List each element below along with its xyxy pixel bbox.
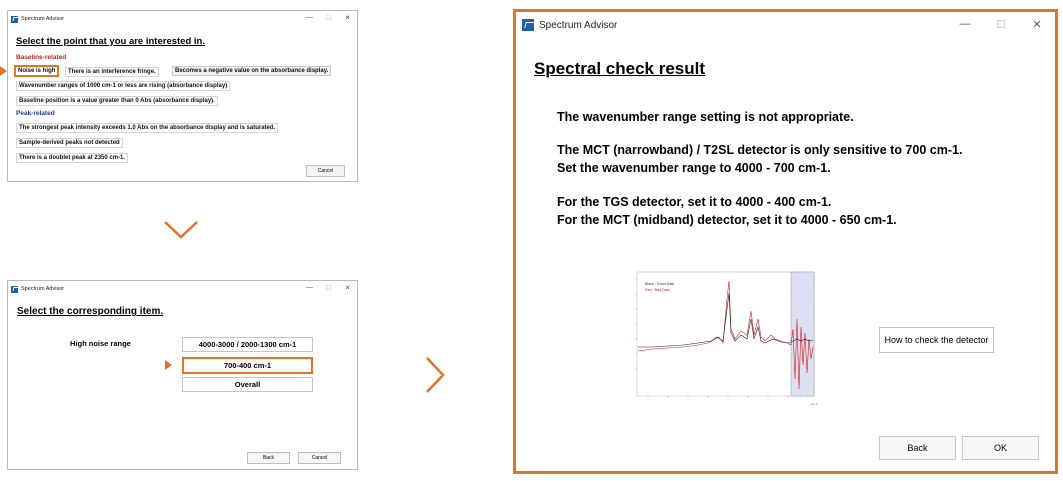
option-overall[interactable]: Overall [182, 377, 313, 392]
option-peak-saturated[interactable]: The strongest peak intensity exceeds 1.0 Abs on the absorbance display and is saturated. [16, 123, 278, 133]
close-button[interactable]: ✕ [344, 285, 351, 292]
flow-down-chevron-icon [163, 220, 199, 240]
baseline-section-label: Baseline-related [16, 54, 67, 61]
option-negative-value[interactable]: Becomes a negative value on the absorbance display. [172, 66, 331, 76]
spectral-check-result-dialog [513, 9, 1058, 474]
result-message: The MCT (narrowband) / T2SL detector is only sensitive to 700 cm-1. [557, 143, 963, 157]
ok-button[interactable]: OK [962, 436, 1039, 460]
dialog-heading: Select the corresponding item. [17, 306, 164, 317]
spectrum-advisor-app-icon [522, 19, 534, 31]
option-peaks-not-detected[interactable]: Sample-derived peaks not detected [16, 138, 123, 148]
option-interference-fringe[interactable]: There is an interference fringe. [65, 67, 159, 77]
title-bar [8, 281, 357, 297]
minimize-button[interactable]: — [959, 18, 971, 30]
selection-pointer-arrow [0, 66, 7, 76]
close-button[interactable]: ✕ [344, 15, 351, 22]
high-noise-range-label: High noise range [70, 339, 131, 348]
legend-bad-data: Red : Bad Data [645, 288, 670, 292]
back-button[interactable]: Back [247, 452, 290, 464]
cancel-button[interactable]: Cancel [306, 165, 345, 177]
cancel-button[interactable]: Cancel [298, 452, 341, 464]
maximize-button[interactable]: ☐ [996, 19, 1006, 31]
option-4000-3000-range[interactable]: 4000-3000 / 2000-1300 cm-1 [182, 337, 313, 352]
option-low-wavenumber-rising[interactable]: Wavenumber ranges of 1000 cm-1 or less are rising (absorbance display) [16, 81, 230, 91]
minimize-button[interactable]: — [306, 284, 313, 291]
spectrum-advisor-app-icon [11, 16, 18, 23]
title-bar [516, 12, 1055, 38]
option-noise-is-high[interactable]: Noise is high [14, 65, 59, 77]
result-message: For the TGS detector, set it to 4000 - 400 cm-1. [557, 195, 832, 209]
back-button[interactable]: Back [879, 436, 956, 460]
spectrum-advisor-app-icon [11, 286, 18, 293]
maximize-button[interactable]: ☐ [325, 285, 332, 292]
result-message: Set the wavenumber range to 4000 - 700 cm-1. [557, 161, 831, 175]
spectrum-plot [623, 269, 817, 411]
close-button[interactable]: ✕ [1032, 19, 1042, 31]
svg-text:cm-1: cm-1 [811, 402, 818, 406]
maximize-button[interactable]: ☐ [325, 15, 332, 22]
option-baseline-above-zero[interactable]: Baseline position is a value greater than 0 Abs (absorbance display). [16, 96, 218, 106]
minimize-button[interactable]: — [306, 14, 313, 21]
dialog-heading: Select the point that you are interested in. [16, 36, 205, 47]
result-heading: Spectral check result [534, 59, 706, 78]
select-point-dialog [7, 10, 358, 182]
result-message: The wavenumber range setting is not appropriate. [557, 110, 854, 124]
window-title: Spectrum Advisor [21, 286, 65, 292]
window-title: Spectrum Advisor [21, 16, 65, 22]
window-title: Spectrum Advisor [539, 19, 618, 31]
selection-pointer-arrow [165, 360, 172, 370]
legend-good-data: Black : Good Data [645, 282, 675, 286]
how-to-check-detector-button[interactable]: How to check the detector [879, 327, 994, 353]
flow-right-chevron-icon [424, 356, 446, 394]
peak-section-label: Peak-related [16, 110, 55, 117]
option-doublet-peak[interactable]: There is a doublet peak at 2350 cm-1. [16, 153, 128, 163]
plot-highlight-region [791, 272, 814, 396]
option-700-400-range[interactable]: 700-400 cm-1 [182, 357, 313, 374]
result-message: For the MCT (midband) detector, set it to 4000 - 650 cm-1. [557, 213, 897, 227]
select-item-dialog [7, 280, 358, 470]
title-bar [8, 11, 357, 27]
